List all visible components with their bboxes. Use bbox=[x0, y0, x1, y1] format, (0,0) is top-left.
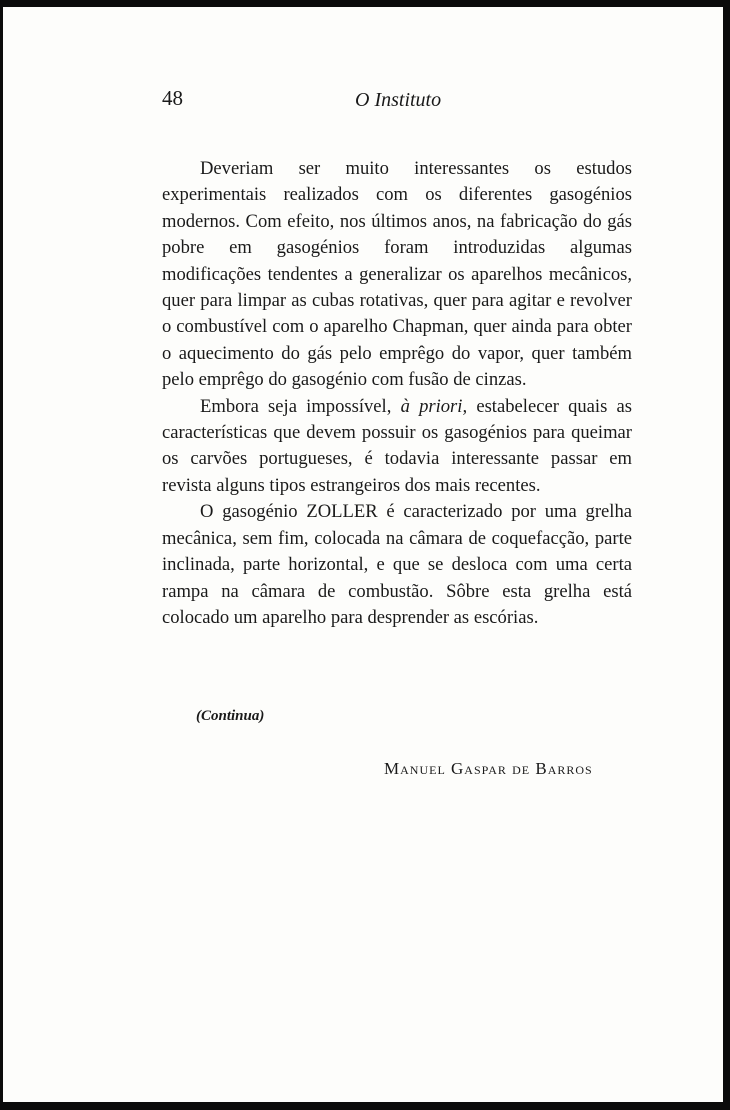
running-title: O Instituto bbox=[355, 89, 442, 111]
continuation-note: (Continua) bbox=[196, 708, 265, 724]
article-body bbox=[162, 156, 632, 631]
paragraph-3: O gasogénio ZOLLER é caracterizado por uma grelha mecânica, sem fim, colocada na câmara de coquefacção, parte inclinada, parte horizontal, e que se desloca com uma certa rampa na câmara de combustão. Sôbre esta grelha está colocado um aparelho para desprender as escórias. bbox=[162, 501, 632, 628]
paragraph-2-emphasis: à priori, bbox=[400, 395, 468, 417]
paragraph-2-text-before: Embora seja impossível, bbox=[200, 395, 401, 417]
paragraph-1: Deveriam ser muito interessantes os estudos experimentais realizados com os diferentes gasogénios modernos. Com efeito, nos últimos anos, na fabricação do gás pobre em gasogénios foram introduzidas algumas modificações tendentes a generalizar os aparelhos mecânicos, quer para limpar as cubas rotativas, quer para agitar e revolver o combustível com o aparelho Chapman, quer ainda para obter o aquecimento do gás pelo emprêgo do vapor, quer também pelo emprêgo do gasogénio com fusão de cinzas. bbox=[162, 158, 632, 391]
page-number: 48 bbox=[162, 86, 183, 110]
author-signature: Manuel Gaspar de Barros bbox=[384, 759, 593, 778]
paragraph-2-text-after: estabelecer quais as características que devem possuir os gasogénios para queimar os carvões portugueses, é todavia interessante passar em revista alguns tipos estrangeiros dos mais recentes. bbox=[162, 395, 633, 496]
paragraph-2 bbox=[162, 394, 632, 500]
